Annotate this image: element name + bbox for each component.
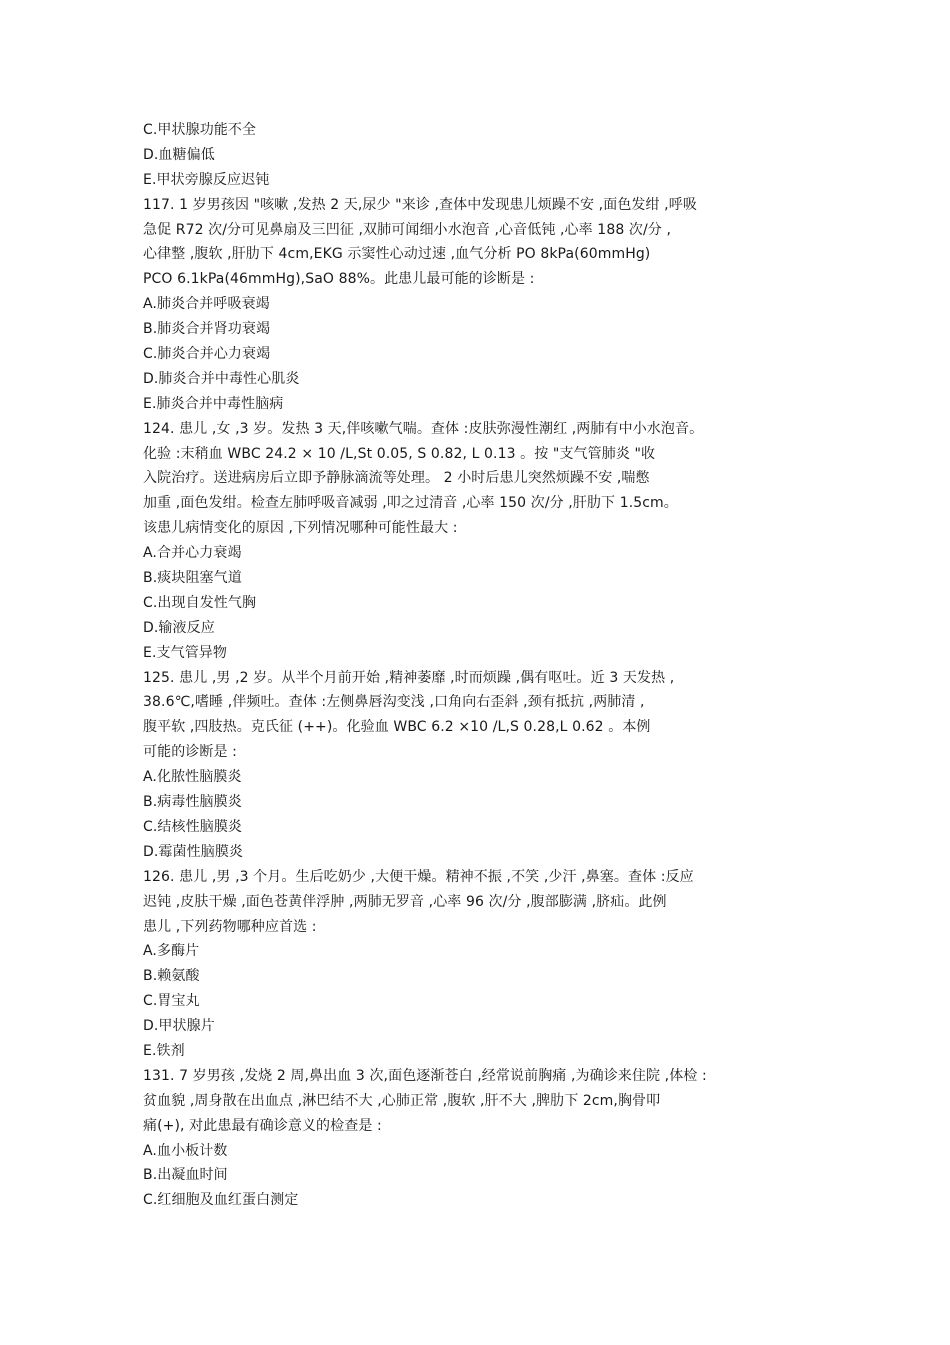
text-line: A.血小板计数 (143, 1142, 228, 1159)
text-line: 急促 R72 次/分可见鼻扇及三凹征 ,双肺可闻细小水泡音 ,心音低钝 ,心率 188 次/分 , (143, 221, 671, 238)
text-line: 化验 :末稍血 WBC 24.2 × 10 /L,St 0.05, S 0.82, L 0.13 。按 "支气管肺炎 "收 (143, 445, 656, 462)
text-line: 痛(+), 对此患最有确诊意义的检查是 : (143, 1117, 382, 1134)
text-line: 加重 ,面色发绀。检查左肺呼吸音减弱 ,叩之过清音 ,心率 150 次/分 ,肝肋下 1.5cm。 (143, 495, 678, 512)
text-line: 贫血貌 ,周身散在出血点 ,淋巴结不大 ,心肺正常 ,腹软 ,肝不大 ,脾肋下 2cm,胸骨叩 (143, 1092, 661, 1109)
text-line: D.输液反应 (143, 619, 215, 636)
text-line: 该患儿病情变化的原因 ,下列情况哪种可能性最大 : (143, 520, 458, 537)
text-line: C.胃宝丸 (143, 993, 200, 1010)
text-line: 124. 患儿 ,女 ,3 岁。发热 3 天,伴咳嗽气喘。查体 :皮肤弥漫性潮红 ,两肺有中小水泡音。 (143, 420, 704, 437)
text-line: 38.6℃,嗜睡 ,伴频吐。查体 :左侧鼻唇沟变浅 ,口角向右歪斜 ,颈有抵抗 ,两肺清 , (143, 694, 645, 711)
text-line: D.甲状腺片 (143, 1018, 215, 1035)
text-line: A.合并心力衰竭 (143, 545, 242, 562)
text-line: 131. 7 岁男孩 ,发烧 2 周,鼻出血 3 次,面色逐渐苍白 ,经常说前胸痛 ,为确诊来住院 ,体检 : (143, 1067, 707, 1084)
text-line: C.肺炎合并心力衰竭 (143, 346, 271, 363)
text-line: 117. 1 岁男孩因 "咳嗽 ,发热 2 天,尿少 "来诊 ,查体中发现患儿烦躁不安 ,面色发绀 ,呼吸 (143, 196, 697, 213)
text-line: C.红细胞及血红蛋白测定 (143, 1192, 299, 1209)
text-line: 患儿 ,下列药物哪种应首选 : (143, 918, 317, 935)
text-line: E.铁剂 (143, 1042, 185, 1059)
text-line: 入院治疗。送进病房后立即予静脉滴流等处理。 2 小时后患儿突然烦躁不安 ,喘憋 (143, 470, 650, 487)
text-line: A.多酶片 (143, 943, 200, 960)
text-line: D.血糖偏低 (143, 146, 215, 163)
text-line: B.肺炎合并肾功衰竭 (143, 321, 271, 338)
text-line: C.结核性脑膜炎 (143, 818, 243, 835)
text-line: D.霉菌性脑膜炎 (143, 843, 244, 860)
text-line: 126. 患儿 ,男 ,3 个月。生后吃奶少 ,大便干燥。精神不振 ,不笑 ,少汗 ,鼻塞。查体 :反应 (143, 868, 694, 885)
text-line: 腹平软 ,四肢热。克氏征 (++)。化验血 WBC 6.2 ×10 /L,S 0.28,L 0.62 。本例 (143, 719, 651, 736)
text-line: E.支气管异物 (143, 644, 227, 661)
text-line: A.肺炎合并呼吸衰竭 (143, 296, 270, 313)
document-page (143, 118, 783, 1213)
text-line: 125. 患儿 ,男 ,2 岁。从半个月前开始 ,精神萎靡 ,时而烦躁 ,偶有呕吐。近 3 天发热 , (143, 669, 675, 686)
text-line: B.出凝血时间 (143, 1167, 228, 1184)
text-line: A.化脓性脑膜炎 (143, 769, 242, 786)
text-line: D.肺炎合并中毒性心肌炎 (143, 370, 300, 387)
text-line: B.病毒性脑膜炎 (143, 794, 242, 811)
text-line: E.肺炎合并中毒性脑病 (143, 395, 284, 412)
text-line: C.出现自发性气胸 (143, 594, 257, 611)
text-line: 迟钝 ,皮肤干燥 ,面色苍黄伴浮肿 ,两肺无罗音 ,心率 96 次/分 ,腹部膨满 ,脐疝。此例 (143, 893, 667, 910)
text-line: E.甲状旁腺反应迟钝 (143, 171, 270, 188)
text-line: B.赖氨酸 (143, 968, 200, 985)
text-line: 可能的诊断是 : (143, 744, 237, 761)
text-line: 心律整 ,腹软 ,肝肋下 4cm,EKG 示窦性心动过速 ,血气分析 PO 8kPa(60mmHg) (143, 246, 651, 263)
text-line: PCO 6.1kPa(46mmHg),SaO 88%。此患儿最可能的诊断是 : (143, 271, 535, 288)
text-line: B.痰块阻塞气道 (143, 570, 242, 587)
text-line: C.甲状腺功能不全 (143, 122, 257, 138)
